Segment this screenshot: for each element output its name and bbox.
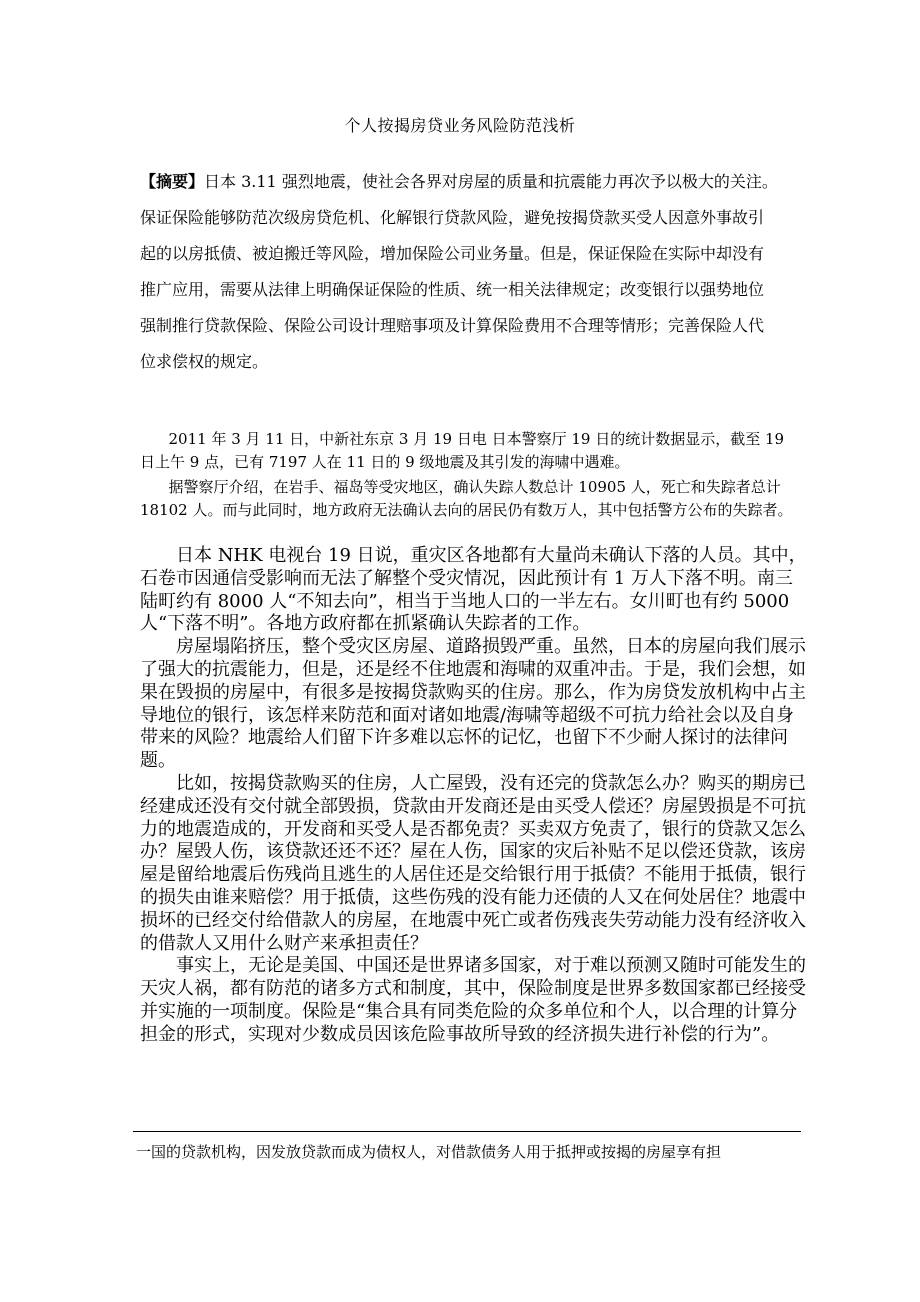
abstract-line: 保证保险能够防范次级房贷危机、化解银行贷款风险，避免按揭贷款买受人因意外事故引 xyxy=(140,208,765,227)
body-paragraph: 日本 NHK 电视台 19 日说，重灾区各地都有大量尚未确认下落的人员。其中，石卷市因通信受影响而无法了解整个受灾情况，因此预计有 1 万人下落不明。南三陆町约有 8000 人“不知去向”，相当于当地人口的一半左右。女川町也有约 5000 人“下落不明”。各地方政府都在抓紧确认失踪者的工作。 xyxy=(140,545,807,635)
abstract xyxy=(140,164,790,380)
abstract-tag: 【摘要】 xyxy=(140,172,205,191)
intro-paragraph-1 xyxy=(140,428,795,474)
abstract-line: 推广应用，需要从法律上明确保证保险的性质、统一相关法律规定；改变银行以强势地位 xyxy=(140,280,765,299)
footnote-text: 一国的贷款机构，因发放贷款而成为债权人，对借款债务人用于抵押或按揭的房屋享有担 xyxy=(136,1143,722,1161)
abstract-line: 【摘要】日本 3.11 强烈地震，使社会各界对房屋的质量和抗震能力再次予以极大的关注。 xyxy=(140,172,778,191)
intro-paragraph-2 xyxy=(140,476,795,522)
news-paragraph: 2011 年 3 月 11 日，中新社东京 3 月 19 日电 日本警察厅 19 日的统计数据显示，截至 19 日上午 9 点，已有 7197 人在 11 日的 9 级地震及其引发的海啸中遇难。 xyxy=(140,430,785,471)
document-title: 个人按揭房贷业务风险防范浅析 xyxy=(344,116,576,135)
news-paragraph: 据警察厅介绍，在岩手、福岛等受灾地区，确认失踪人数总计 10905 人，死亡和失踪者总计 18102 人。而与此同时，地方政府无法确认去向的居民仍有数万人，其中包括警方公布的失踪者。 xyxy=(140,478,793,519)
body-paragraph: 事实上，无论是美国、中国还是世界诸多国家，对于难以预测又随时可能发生的天灾人祸，都有防范的诸多方式和制度，其中，保险制度是世界多数国家都已经接受并实施的一项制度。保险是“集合具有同类危险的众多单位和个人，以合理的计算分担金的形式，实现对少数成员因该危险事故所导致的经济损失进行补偿的行为”。 xyxy=(140,955,806,1045)
body-paragraph: 比如，按揭贷款购买的住房，人亡屋毁，没有还完的贷款怎么办？购买的期房已经建成还没有交付就全部毁损，贷款由开发商还是由买受人偿还？房屋毁损是不可抗力的地震造成的，开发商和买受人是否都免责？买卖双方免责了，银行的贷款又怎么办？屋毁人伤，该贷款还还不还？屋在人伤，国家的灾后补贴不足以偿还贷款，该房屋是留给地震后伤残尚且逃生的人居住还是交给银行用于抵债？不能用于抵债，银行的损失由谁来赔偿？用于抵债，这些伤残的没有能力还债的人又在何处居住？地震中损坏的已经交付给借款人的房屋，在地震中死亡或者伤残丧失劳动能力没有经济收入的借款人又用什么财产来承担责任？ xyxy=(140,772,806,954)
abstract-line: 起的以房抵债、被迫搬迁等风险，增加保险公司业务量。但是，保证保险在实际中却没有 xyxy=(140,244,765,263)
body-text xyxy=(140,545,810,1047)
abstract-line: 位求偿权的规定。 xyxy=(140,352,269,371)
abstract-line: 强制推行贷款保险、保险公司设计理赔事项及计算保险费用不合理等情形；完善保险人代 xyxy=(140,316,765,335)
footnote-divider xyxy=(133,1131,801,1132)
body-paragraph: 房屋塌陷挤压，整个受灾区房屋、道路损毁严重。虽然，日本的房屋向我们展示了强大的抗震能力，但是，还是经不住地震和海啸的双重冲击。于是，我们会想，如果在毁损的房屋中，有很多是按揭贷款购买的住房。那么，作为房贷发放机构中占主导地位的银行，该怎样来防范和面对诸如地震/海啸等超级不可抗力给社会以及自身带来的风险？地震给人们留下许多难以忘怀的记忆，也留下不少耐人探讨的法律问题。 xyxy=(140,636,806,772)
